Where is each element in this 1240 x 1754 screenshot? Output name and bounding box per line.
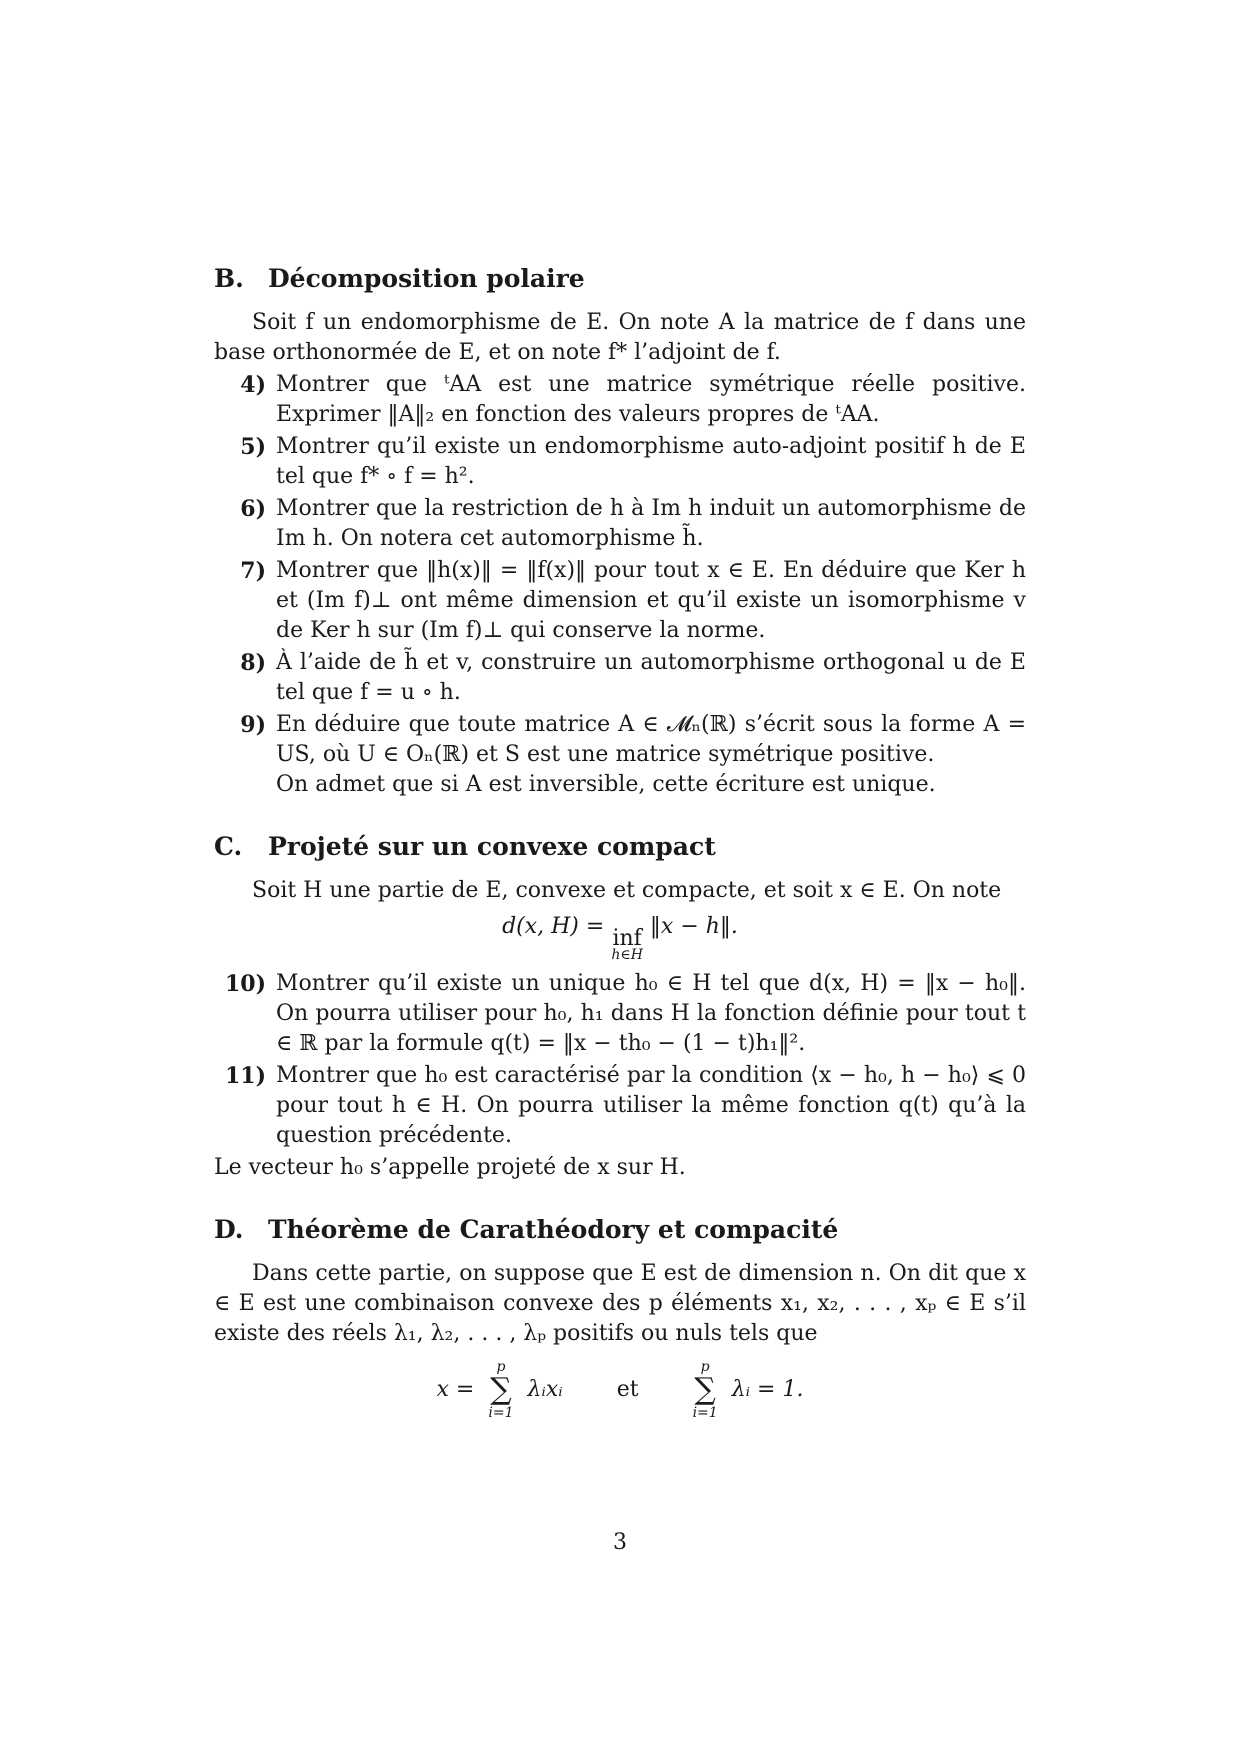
page-number: 3 xyxy=(613,1530,627,1555)
question-6 xyxy=(214,494,1026,554)
question-text: Montrer que la restriction de h à Im h induit un automorphisme de Im h. On notera cet automorphisme h̃. xyxy=(276,496,1026,551)
section-d-heading xyxy=(214,1213,1026,1247)
section-b-heading xyxy=(214,262,1026,296)
section-d-intro: Dans cette partie, on suppose que E est de dimension n. On dit que x ∈ E est une combinaison convexe des p éléments x₁, x₂, . . . , xₚ ∈ E s’il existe des réels λ₁, λ₂, . . . , λₚ positifs ou nuls tels que xyxy=(214,1261,1026,1346)
question-note: On admet que si A est inversible, cette écriture est unique. xyxy=(276,772,936,797)
question-number: 8) xyxy=(240,650,266,676)
question-number: 11) xyxy=(224,1063,266,1089)
section-d-letter: D. xyxy=(214,1215,244,1244)
section-c-title: Projeté sur un convexe compact xyxy=(268,832,716,861)
inf-label: inf xyxy=(612,926,642,951)
section-c-intro: Soit H une partie de E, convexe et compacte, et soit x ∈ E. On note xyxy=(252,878,1002,903)
question-number: 10) xyxy=(224,971,266,997)
formula-right: ‖x − h‖. xyxy=(649,914,738,939)
question-9 xyxy=(214,710,1026,800)
inf-operator xyxy=(611,926,643,963)
sum-bottom: i=1 xyxy=(488,1405,514,1421)
sum-top: p xyxy=(700,1359,710,1375)
page-content xyxy=(214,262,1026,1427)
formula-left: d(x, H) = xyxy=(502,914,605,939)
sum-symbol: ∑ xyxy=(694,1372,716,1407)
sum-bottom: i=1 xyxy=(692,1405,718,1421)
convex-combination-formula xyxy=(214,1359,1026,1421)
section-b-title: Décomposition polaire xyxy=(268,264,585,293)
section-b-letter: B. xyxy=(214,264,244,293)
question-number: 4) xyxy=(240,372,266,398)
question-10 xyxy=(214,969,1026,1059)
section-c-heading xyxy=(214,830,1026,864)
eq1-body: λᵢxᵢ xyxy=(527,1377,563,1402)
question-text: Montrer que ᵗAA est une matrice symétrique réelle positive. Exprimer ‖A‖₂ en fonction des valeurs propres de ᵗAA. xyxy=(276,372,1026,427)
inf-subscript: h∈H xyxy=(611,947,643,963)
section-d-title: Théorème de Carathéodory et compacité xyxy=(268,1215,839,1244)
question-text: À l’aide de h̃ et v, construire un automorphisme orthogonal u de E tel que f = u ∘ h. xyxy=(276,650,1026,705)
distance-formula xyxy=(214,912,1026,963)
section-c-closing: Le vecteur h₀ s’appelle projeté de x sur H. xyxy=(214,1155,686,1180)
question-9-body xyxy=(276,710,1026,800)
question-5 xyxy=(214,432,1026,492)
question-number: 6) xyxy=(240,496,266,522)
sum-top: p xyxy=(496,1359,506,1375)
eq1-left: x = xyxy=(436,1377,475,1402)
section-c-letter: C. xyxy=(214,832,243,861)
question-number: 7) xyxy=(240,558,266,584)
question-text: Montrer que h₀ est caractérisé par la condition ⟨x − h₀, h − h₀⟩ ⩽ 0 pour tout h ∈ H. On pourra utiliser la même fonction q(t) qu’à la question précédente. xyxy=(276,1063,1026,1148)
question-text: Montrer qu’il existe un endomorphisme auto-adjoint positif h de E tel que f* ∘ f = h². xyxy=(276,434,1026,489)
eq2-body: λᵢ = 1. xyxy=(731,1377,804,1402)
question-7 xyxy=(214,556,1026,646)
question-text: Montrer qu’il existe un unique h₀ ∈ H tel que d(x, H) = ‖x − h₀‖. On pourra utiliser pour h₀, h₁ dans H la fonction définie pour tout t ∈ ℝ par la formule q(t) = ‖x − th₀ − (1 − t)h₁‖². xyxy=(276,971,1026,1056)
question-text: En déduire que toute matrice A ∈ 𝓜ₙ(ℝ) s’écrit sous la forme A = US, où U ∈ Oₙ(ℝ) et S est une matrice symétrique positive. xyxy=(276,712,1026,767)
sum-operator-1 xyxy=(488,1359,513,1421)
eq-connector: et xyxy=(616,1377,639,1402)
question-8 xyxy=(214,648,1026,708)
question-number: 5) xyxy=(240,434,266,460)
section-b-intro: Soit f un endomorphisme de E. On note A la matrice de f dans une base orthonormée de E, et on note f* l’adjoint de f. xyxy=(214,310,1026,365)
question-number: 9) xyxy=(240,712,266,738)
question-11 xyxy=(214,1061,1026,1151)
sum-symbol: ∑ xyxy=(490,1372,512,1407)
sum-operator-2 xyxy=(693,1359,718,1421)
question-text: Montrer que ‖h(x)‖ = ‖f(x)‖ pour tout x ∈ E. En déduire que Ker h et (Im f)⊥ ont même dimension et qu’il existe un isomorphisme v de Ker h sur (Im f)⊥ qui conserve la norme. xyxy=(276,558,1026,643)
question-4 xyxy=(214,370,1026,430)
